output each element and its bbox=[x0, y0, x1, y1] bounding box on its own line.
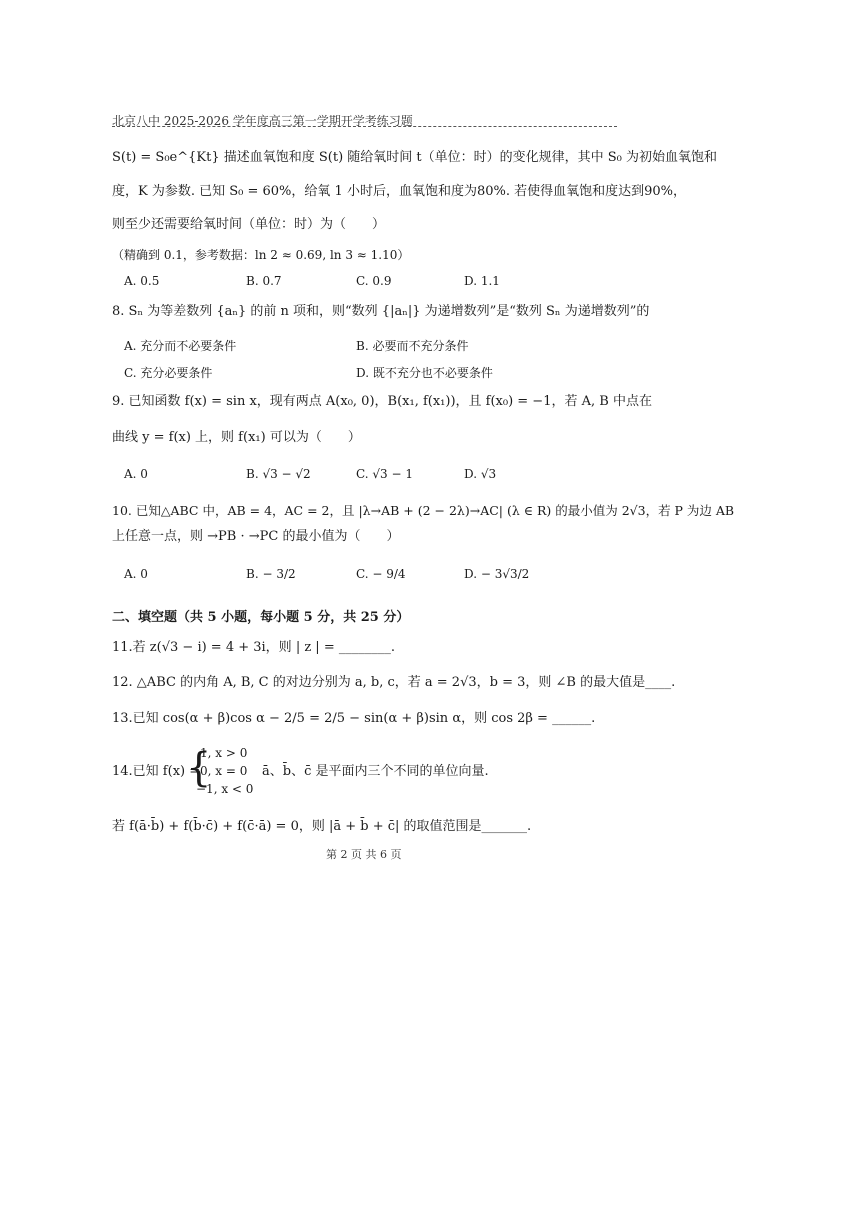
q10-line-1: 10. 已知△ABC 中，AB = 4，AC = 2，且 |λ→AB + (2 − 2λ)→AC| (λ ∈ R) 的最小值为 2√3，若 P 为边 AB bbox=[112, 503, 735, 518]
q9-choice-c: C. √3 − 1 bbox=[356, 467, 413, 481]
q9-line-1: 9. 已知函数 f(x) = sin x，现有两点 A(x₀, 0)，B(x₁, f(x₁))，且 f(x₀) = −1，若 A, B 中点在 bbox=[112, 394, 652, 409]
q10-choice-b: B. − 3/2 bbox=[246, 567, 296, 581]
q10-line-2: 上任意一点，则 →PB · →PC 的最小值为（ ） bbox=[112, 529, 400, 544]
q8-choice-a: A. 充分而不必要条件 bbox=[124, 339, 237, 353]
q13: 13.已知 cos(α + β)cos α − 2/5 = 2/5 − sin(α + β)sin α，则 cos 2β = ______. bbox=[112, 711, 596, 726]
q7-line-1: S(t) = S₀e^{Kt} 描述血氧饱和度 S(t) 随给氧时间 t（单位：时）的变化规律，其中 S₀ 为初始血氧饱和 bbox=[112, 150, 718, 165]
q10-choice-a: A. 0 bbox=[124, 567, 148, 581]
q7-choice-b: B. 0.7 bbox=[246, 274, 282, 288]
q7-choice-a: A. 0.5 bbox=[124, 274, 160, 288]
q9-choice-a: A. 0 bbox=[124, 467, 148, 481]
q7-line-2: 度，K 为参数. 已知 S₀ = 60%，给氧 1 小时后，血氧饱和度为80%. 若使得血氧饱和度达到90%， bbox=[112, 184, 686, 199]
q14-brace: { bbox=[186, 745, 212, 791]
q11: 11.若 z(√3 − i) = 4 + 3i，则 | z | = ________. bbox=[112, 640, 395, 655]
q8-choice-c: C. 充分必要条件 bbox=[124, 366, 213, 380]
page-footer: 第 2 页 共 6 页 bbox=[326, 848, 402, 861]
q14-case-2: 0, x = 0 bbox=[200, 764, 248, 778]
q14-suffix: ā、b̄、c̄ 是平面内三个不同的单位向量. bbox=[262, 764, 489, 779]
q8-stem: 8. Sₙ 为等差数列 {aₙ} 的前 n 项和，则“数列 {|aₙ|} 为递增数列”是“数列 Sₙ 为递增数列”的 bbox=[112, 304, 650, 319]
header-divider bbox=[112, 126, 617, 127]
q14-case-1: 1, x > 0 bbox=[200, 746, 248, 760]
q10-choice-d: D. − 3√3/2 bbox=[464, 567, 530, 581]
q7-line-3: 则至少还需要给氧时间（单位：时）为（ ） bbox=[112, 217, 386, 232]
q9-line-2: 曲线 y = f(x) 上，则 f(x₁) 可以为（ ） bbox=[112, 430, 361, 445]
q14-prefix: 14.已知 f(x) = bbox=[112, 764, 201, 779]
q10-choice-c: C. − 9/4 bbox=[356, 567, 406, 581]
q7-choice-d: D. 1.1 bbox=[464, 274, 500, 288]
q14-case-3: −1, x < 0 bbox=[196, 782, 254, 796]
q8-choice-b: B. 必要而不充分条件 bbox=[356, 339, 469, 353]
q9-choice-d: D. √3 bbox=[464, 467, 497, 481]
q7-choice-c: C. 0.9 bbox=[356, 274, 392, 288]
section-fill-in-heading: 二、填空题（共 5 小题，每小题 5 分，共 25 分） bbox=[112, 610, 410, 625]
q14-line-2: 若 f(ā·b̄) + f(b̄·c̄) + f(c̄·ā) = 0，则 |ā + b̄ + c̄| 的取值范围是_______. bbox=[112, 819, 532, 834]
q7-note: （精确到 0.1，参考数据：ln 2 ≈ 0.69, ln 3 ≈ 1.10） bbox=[112, 248, 410, 262]
q9-choice-b: B. √3 − √2 bbox=[246, 467, 311, 481]
exam-header: 北京八中 2025-2026 学年度高三第一学期开学考练习题 bbox=[112, 114, 413, 128]
q12: 12. △ABC 的内角 A, B, C 的对边分别为 a, b, c，若 a = 2√3，b = 3，则 ∠B 的最大值是____. bbox=[112, 675, 676, 690]
q8-choice-d: D. 既不充分也不必要条件 bbox=[356, 366, 493, 380]
